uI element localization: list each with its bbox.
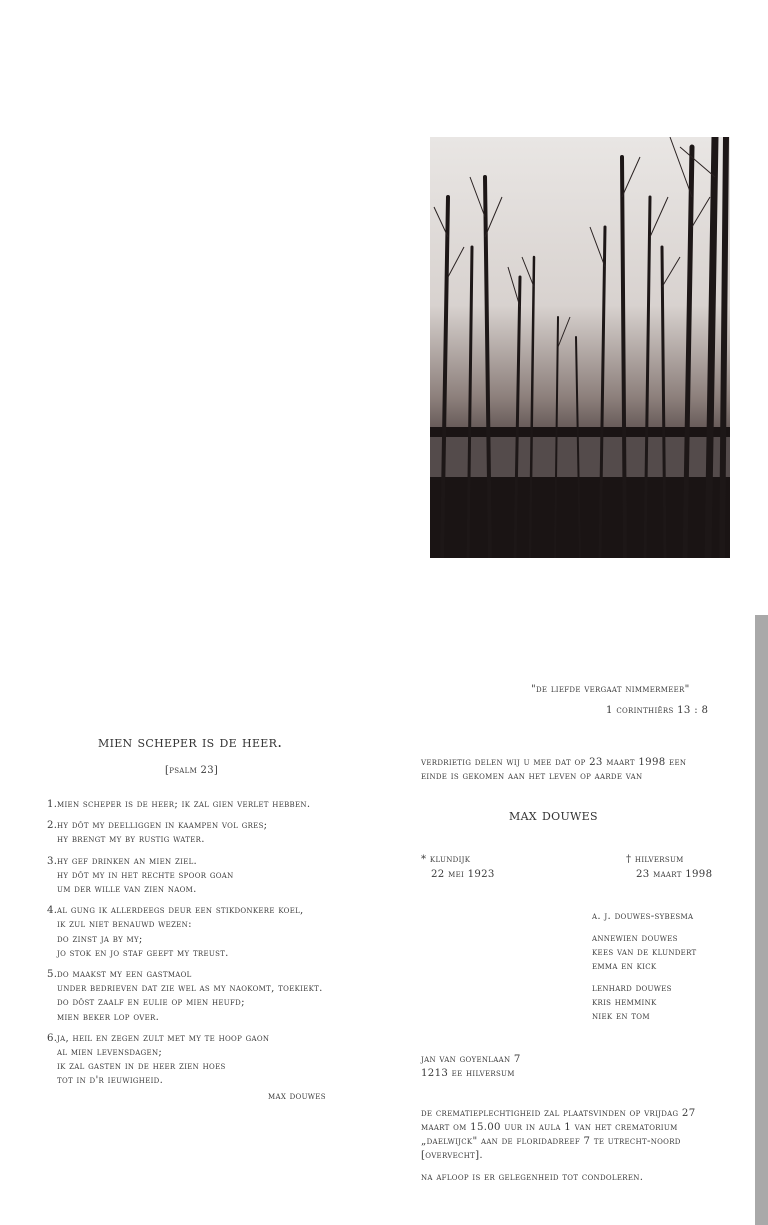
verse-line xyxy=(47,1032,347,1046)
verse-text: hy dôt my deelliggen in kaampen vol gres; xyxy=(57,820,268,832)
condolence-info: na afloop is er gelegenheid tot condoleren. xyxy=(421,1172,644,1183)
verse-line: hy dôt my in het rechte spoor goan xyxy=(57,869,234,881)
family-member: niek en tom xyxy=(592,1011,650,1022)
death-place: † hilversum xyxy=(626,854,684,865)
forest-photo xyxy=(430,137,730,558)
psalm-verse xyxy=(47,819,347,847)
family-member: emma en kick xyxy=(592,961,657,972)
psalm-verse xyxy=(47,968,347,1025)
verse-line: do dôst zaalf en eulie op mien heufd; xyxy=(57,997,245,1009)
psalm-signature: max douwes xyxy=(268,1091,326,1102)
death-date: 23 maart 1998 xyxy=(636,869,713,880)
family-list xyxy=(592,910,697,1032)
family-member: kris hemmink xyxy=(592,997,657,1008)
birth-place: * klundijk xyxy=(421,854,471,865)
verse-line: ik zal gasten in de heer zien hoes xyxy=(57,1061,226,1073)
ceremony-info: de crematieplechtigheid zal plaatsvinden op vrijdag 27 maart om 15.00 uur in aula 1 van het crematorium „daelwijck" aan de floridadreef 7 te utrecht-noord [overvecht]. xyxy=(421,1108,696,1161)
psalm-verse xyxy=(47,855,347,898)
family-member: kees van de klundert xyxy=(592,947,697,958)
deceased-name: max douwes xyxy=(509,806,598,824)
psalm-reference: [psalm 23] xyxy=(165,765,219,776)
verse-line xyxy=(47,968,347,982)
psalm-verses xyxy=(47,798,347,1096)
announcement: verdrietig delen wij u mee dat op 23 maart 1998 een einde is gekomen aan het leven op aarde van xyxy=(421,757,687,782)
verse-text: ja, heil en zegen zult met my te hoop gaon xyxy=(57,1032,270,1044)
verse-number: 6. xyxy=(47,1032,58,1044)
verse-line: hy brengt my by rustig water. xyxy=(57,834,205,846)
family-group xyxy=(592,932,697,974)
psalm-verse xyxy=(47,904,347,961)
verse-text: mien scheper is de heer; ik zal gien verlet hebben. xyxy=(57,799,311,810)
verse-line: ik zul niet benauwd wezen: xyxy=(57,919,192,931)
verse-text: do maakst my een gastmaol xyxy=(57,969,192,981)
address xyxy=(421,1053,521,1081)
address-line: jan van goyenlaan 7 xyxy=(421,1054,521,1065)
verse-text: hy gef drinken an mien ziel. xyxy=(57,855,198,867)
verse-line: mien beker lop over. xyxy=(57,1011,160,1023)
verse-text: al gung ik allerdeegs deur een stikdonkere koel, xyxy=(57,905,304,917)
verse-number: 3. xyxy=(47,855,58,867)
verse-line xyxy=(47,855,347,869)
psalm-verse xyxy=(47,1032,347,1089)
verse-number: 4. xyxy=(47,905,58,917)
motto-reference: 1 corinthiërs 13 : 8 xyxy=(606,705,709,716)
birth-date: 22 mei 1923 xyxy=(431,869,495,880)
motto: "de liefde vergaat nimmermeer" xyxy=(531,684,690,695)
verse-line: do zinst ja by my; xyxy=(57,933,143,945)
verse-number: 5. xyxy=(47,969,58,981)
verse-line: jo stok en jo staf geeft my treust. xyxy=(57,947,229,959)
family-group xyxy=(592,982,697,1024)
verse-number: 1. xyxy=(47,799,58,810)
psalm-verse xyxy=(47,798,347,812)
verse-line xyxy=(47,904,347,918)
family-group xyxy=(592,910,697,924)
verse-line: al mien levensdagen; xyxy=(57,1047,163,1059)
verse-line: tot in d'r ieuwigheid. xyxy=(57,1075,164,1087)
verse-line: under bedrieven dat zie wel as my naokomt, toekiekt. xyxy=(57,983,323,995)
address-line: 1213 ee hilversum xyxy=(421,1068,515,1079)
family-member: annewien douwes xyxy=(592,933,678,944)
family-member: lenhard douwes xyxy=(592,983,672,994)
verse-line: um der wille van zien naom. xyxy=(57,884,197,896)
verse-number: 2. xyxy=(47,820,58,832)
verse-line xyxy=(47,819,347,833)
page-edge-bar xyxy=(755,615,768,1225)
psalm-title: mien scheper is de heer. xyxy=(98,733,283,751)
family-member: a. j. douwes-sybesma xyxy=(592,911,694,922)
verse-line xyxy=(47,798,347,812)
